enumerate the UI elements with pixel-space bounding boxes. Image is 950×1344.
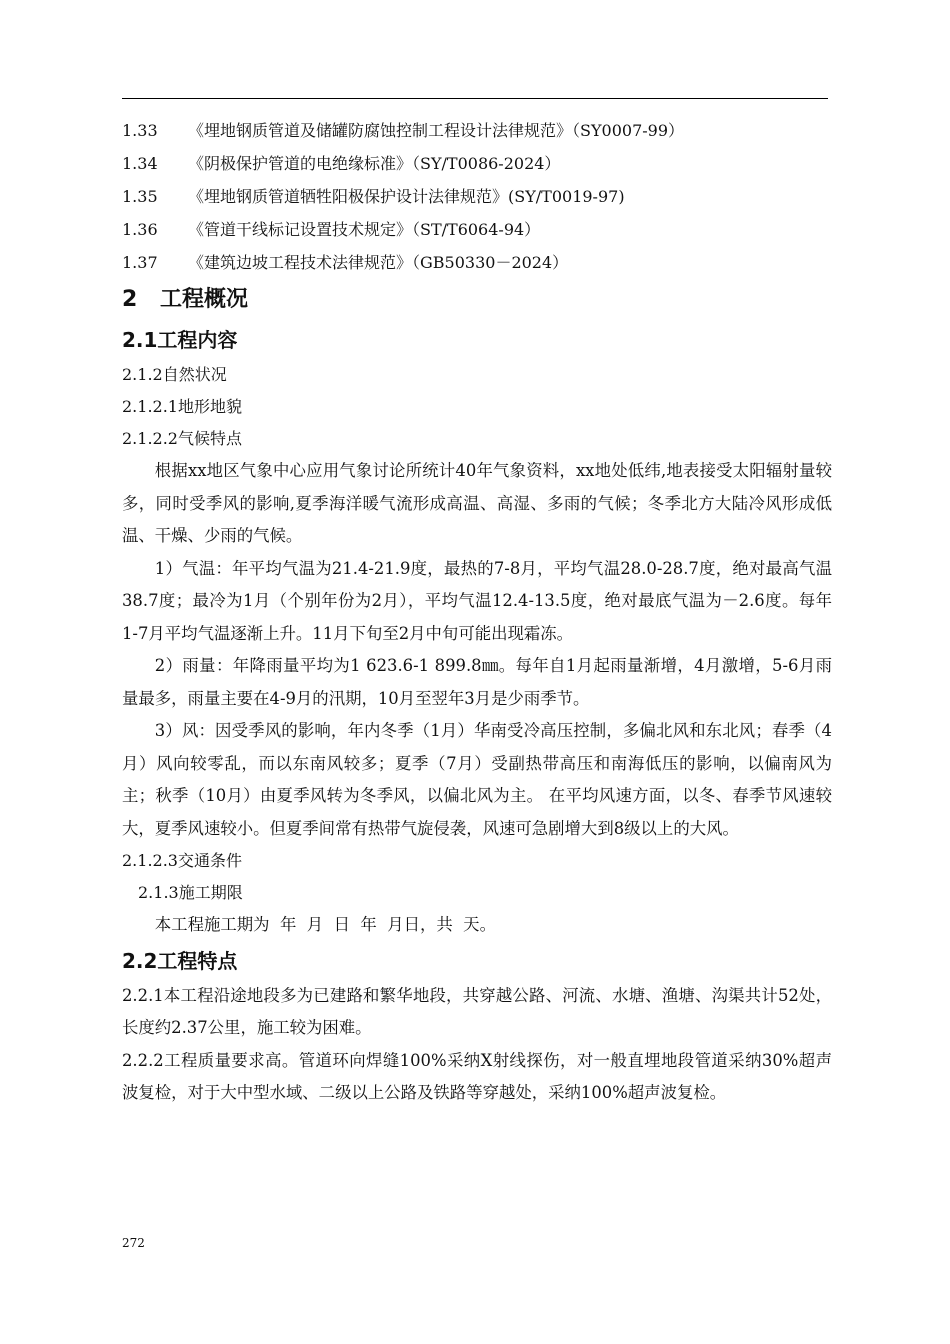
reference-number: 1.34 xyxy=(122,154,158,173)
features-paragraph-1: 2.2.1本工程沿途地段多为已建路和繁华地段，共穿越公路、河流、水塘、渔塘、沟渠共计52处，长度约2.37公里，施工较为困难。 xyxy=(122,985,832,1037)
reference-number: 1.37 xyxy=(122,253,158,272)
rainfall-paragraph: 2）雨量：年降雨量平均为1 623.6-1 899.8㎜。每年自1月起雨量渐增，4月激增，5-6月雨量最多，雨量主要在4-9月的汛期，10月至翌年3月是少雨季节。 xyxy=(122,656,832,708)
section-title: 工程概况 xyxy=(160,287,249,312)
reference-item xyxy=(122,180,832,213)
document-body xyxy=(122,114,832,1110)
page-number: 272 xyxy=(122,1236,145,1250)
reference-item xyxy=(122,114,832,147)
reference-text: 《埋地钢质管道牺牲阳极保护设计法律规范》(SY/T0019-97) xyxy=(188,187,625,206)
reference-number: 1.35 xyxy=(122,187,158,206)
reference-item xyxy=(122,147,832,180)
reference-number: 1.36 xyxy=(122,220,158,239)
heading-2-1-2-3: 2.1.2.3交通条件 xyxy=(122,851,242,870)
reference-item xyxy=(122,246,832,279)
reference-text: 《埋地钢质管道及储罐防腐蚀控制工程设计法律规范》（SY0007-99） xyxy=(188,121,685,140)
schedule-paragraph: 本工程施工期为 年 月 日 年 月日，共 天。 xyxy=(154,915,496,934)
heading-2-1-2: 2.1.2自然状况 xyxy=(122,365,227,384)
climate-intro-paragraph: 根据xx地区气象中心应用气象讨论所统计40年气象资料，xx地处低纬,地表接受太阳辐射量较多，同时受季风的影响,夏季海洋暖气流形成高温、高湿、多雨的气候；冬季北方大陆冷风形成低温、干燥、少雨的气候。 xyxy=(122,461,832,545)
subsection-heading-2-1: 2.1工程内容 xyxy=(122,328,238,352)
heading-2-1-3: 2.1.3施工期限 xyxy=(138,883,243,902)
reference-number: 1.33 xyxy=(122,121,158,140)
subsection-heading-2-2: 2.2工程特点 xyxy=(122,948,238,973)
reference-text: 《建筑边坡工程技术法律规范》（GB50330－2024） xyxy=(188,253,569,272)
wind-paragraph: 3）风：因受季风的影响，年内冬季（1月）华南受冷高压控制，多偏北风和东北风；春季（4月）风向较零乱，而以东南风较多；夏季（7月）受副热带高压和南海低压的影响，以偏南风为主；秋季（10月）由夏季风转为冬季风，以偏北风为主。 在平均风速方面，以冬、春季节风速较大，夏季风速较小。但夏季间常有热带气旋侵袭，风速可急剧增大到8级以上的大风。 xyxy=(122,721,832,838)
section-heading xyxy=(122,279,832,321)
reference-text: 《阴极保护管道的电绝缘标准》（SY/T0086-2024） xyxy=(188,154,561,173)
section-number: 2 xyxy=(122,287,138,312)
features-paragraph-2: 2.2.2工程质量要求高。管道环向焊缝100%采纳X射线探伤，对一般直埋地段管道采纳30%超声波复检，对于大中型水域、二级以上公路及铁路等穿越处，采纳100%超声波复检。 xyxy=(122,1050,832,1102)
heading-2-1-2-1: 2.1.2.1地形地貌 xyxy=(122,397,242,416)
reference-text: 《管道干线标记设置技术规定》（ST/T6064-94） xyxy=(188,220,541,239)
heading-2-1-2-2: 2.1.2.2气候特点 xyxy=(122,429,242,448)
temperature-paragraph: 1）气温：年平均气温为21.4-21.9度，最热的7-8月，平均气温28.0-28.7度，绝对最高气温38.7度；最冷为1月（个别年份为2月），平均气温12.4-13.5度，绝对最底气温为－2.6度。每年1-7月平均气温逐渐上升。11月下旬至2月中旬可能出现霜冻。 xyxy=(122,558,832,643)
reference-item xyxy=(122,213,832,246)
header-rule xyxy=(122,98,828,99)
